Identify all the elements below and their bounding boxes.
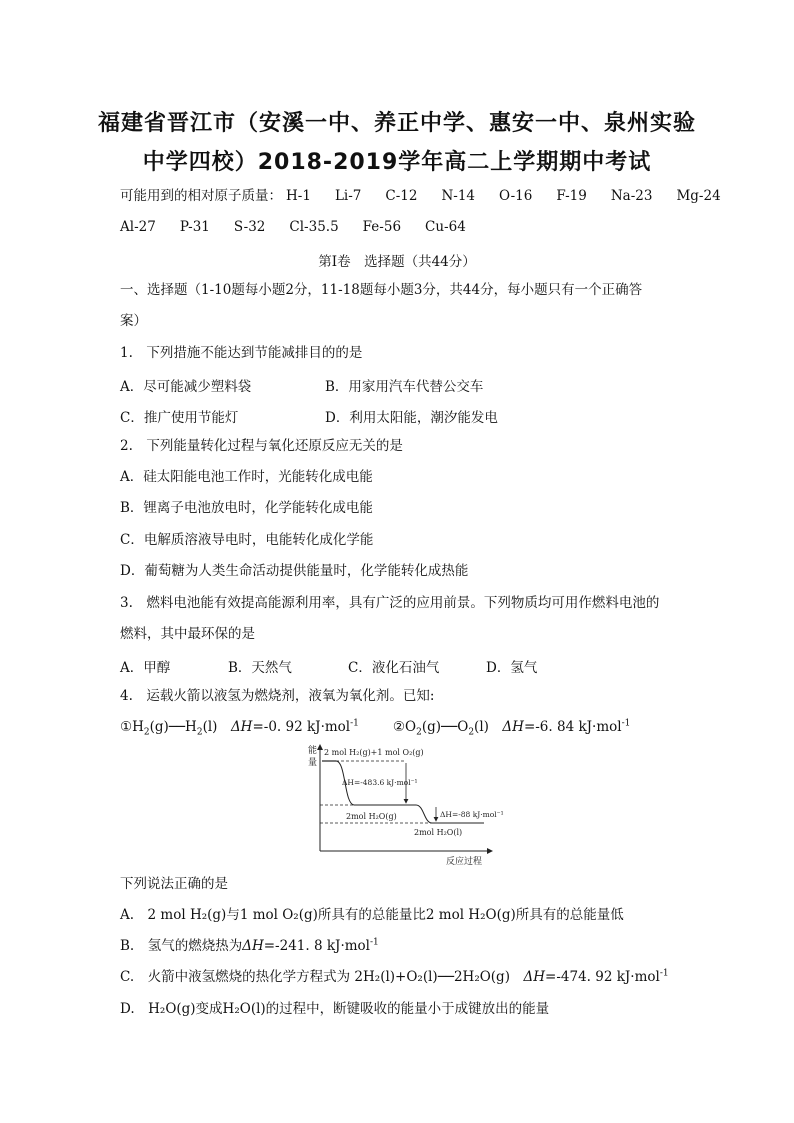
option-a: A．甲醇 [120,660,171,676]
option-text: C. 火箭中液氢燃烧的热化学方程式为 2H₂(l)+O₂(l)──2H₂O(g) [120,969,524,985]
section-instructions: 一、选择题（1-10题每小题2分，11-18题每小题3分，共44分，每小题只有一个正确答 [120,282,643,298]
option-c: C．电解质溶液导电时，电能转化成化学能 [120,532,374,548]
question-4-prompt: 下列说法正确的是 [120,876,228,892]
question-1-options-row1 [120,375,483,395]
level-mid-label: 2mol H₂O(g) [346,812,397,821]
x-axis-label: 反应过程 [446,857,483,867]
option-c [120,968,669,986]
option-value: =-474. 92 kJ·mol [545,969,660,985]
question-2-stem: 2. 下列能量转化过程与氧化还原反应无关的是 [120,438,403,454]
exam-title-line2: 中学四校）2018-2019学年高二上学期期中考试 [142,150,652,175]
atomic-mass-item: Cl-35.5 [289,219,339,235]
option-c: C．液化石油气 [348,660,440,676]
option-text: B. 氢气的燃烧热为 [120,938,243,954]
atomic-mass-item: Na-23 [610,188,653,204]
dh1-label: ΔH=-483.6 kJ·mol⁻¹ [342,778,418,787]
atomic-mass-item: F-19 [556,188,587,204]
eq-text: ②O [392,719,417,735]
atomic-mass-row2 [120,218,490,236]
option-b [120,937,379,955]
eq-text: (g)──O [421,719,469,735]
unit-exponent: -1 [659,968,669,979]
eq-text: (g)──H [149,719,197,735]
atomic-mass-item: N-14 [441,188,476,204]
option-a: A．尽可能减少塑料袋 [120,379,252,395]
option-b: B．锂离子电池放电时，化学能转化成电能 [120,500,373,516]
question-1-stem: 1. 下列措施不能达到节能减排目的的是 [120,345,363,361]
eq-text: ①H [120,719,144,735]
atomic-mass-item: C-12 [385,188,418,204]
eq-text: (l) [202,719,231,735]
option-b: B．天然气 [228,660,292,676]
atomic-mass-label: 可能用到的相对原子质量： [120,188,282,204]
atomic-mass-item: H-1 [286,188,311,204]
unit-exponent: -1 [369,937,379,948]
delta-h: ΔH [502,719,524,735]
question-4-equations [120,718,630,736]
eq-text: (l) [474,719,503,735]
atomic-mass-row1 [120,187,745,205]
atomic-mass-item: Al-27 [120,219,156,235]
atomic-mass-item: O-16 [499,188,533,204]
question-4-stem: 4. 运载火箭以液氢为燃烧剂，液氧为氧化剂。已知: [120,688,435,704]
exam-title-line1: 福建省晋江市（安溪一中、养正中学、惠安一中、泉州实验 [97,111,696,136]
equation-1: $①H_2(g)──H_2(l)$ ΔH=-0. 92 kJ·mol$^{-1}$ [120,718,359,738]
unit-exponent: -1 [621,718,631,729]
delta-h: ΔH [230,719,253,735]
y-axis-label: 量 [308,758,318,768]
atomic-mass-item: P-31 [179,219,210,235]
option-b: B．用家用汽车代替公交车 [325,379,484,395]
option-a: A. 2 mol H₂(g)与1 mol O₂(g)所具有的总能量比2 mol H₂O(g)所具有的总能量低 [120,907,624,923]
delta-h: ΔH [523,969,546,985]
eq-value: =-0. 92 kJ·mol [252,719,351,735]
section-instructions-cont: 案） [120,313,147,329]
level-low-label: 2mol H₂O(l) [414,828,463,837]
energy-diagram-svg [296,739,504,867]
atomic-mass-item: Fe-56 [362,219,402,235]
atomic-mass-item: Li-7 [334,188,362,204]
option-d: D．葡萄糖为人类生命活动提供能量时，化学能转化成热能 [120,563,469,579]
energy-diagram [296,739,504,867]
question-3-stem: 3. 燃料电池能有效提高能源利用率，具有广泛的应用前景。下列物质均可用作燃料电池的 [120,595,660,611]
option-c: C．推广使用节能灯 [120,410,239,426]
option-a: A．硅太阳能电池工作时，光能转化成电能 [120,469,373,485]
question-3-options [120,656,537,676]
level-top-label: 2 mol H₂(g)+1 mol O₂(g) [324,748,424,757]
atomic-mass-item: Mg-24 [676,188,721,204]
dh2-label: ΔH=-88 kJ·mol⁻¹ [440,810,504,819]
delta-h: ΔH [242,938,264,954]
option-d: D. H₂O(g)变成H₂O(l)的过程中，断键吸收的能量小于成键放出的能量 [120,1001,550,1017]
question-1-options-row2 [120,406,498,426]
eq-value: =-6. 84 kJ·mol [523,719,622,735]
option-d: D．氢气 [486,660,538,676]
option-d: D．利用太阳能，潮汐能发电 [325,410,498,426]
atomic-mass-item: S-32 [233,219,266,235]
equation-2: $②O_2(g)──O_2(l)$ ΔH=-6. 84 kJ·mol$^{-1}$ [392,718,631,738]
option-value: =-241. 8 kJ·mol [263,938,370,954]
section-title: 第Ⅰ卷 选择题（共44分） [318,254,476,270]
question-3-stem-cont: 燃料，其中最环保的是 [120,626,255,642]
atomic-mass-item: Cu-64 [425,219,466,235]
y-axis-label: 能 [308,746,318,756]
unit-exponent: -1 [350,718,359,729]
